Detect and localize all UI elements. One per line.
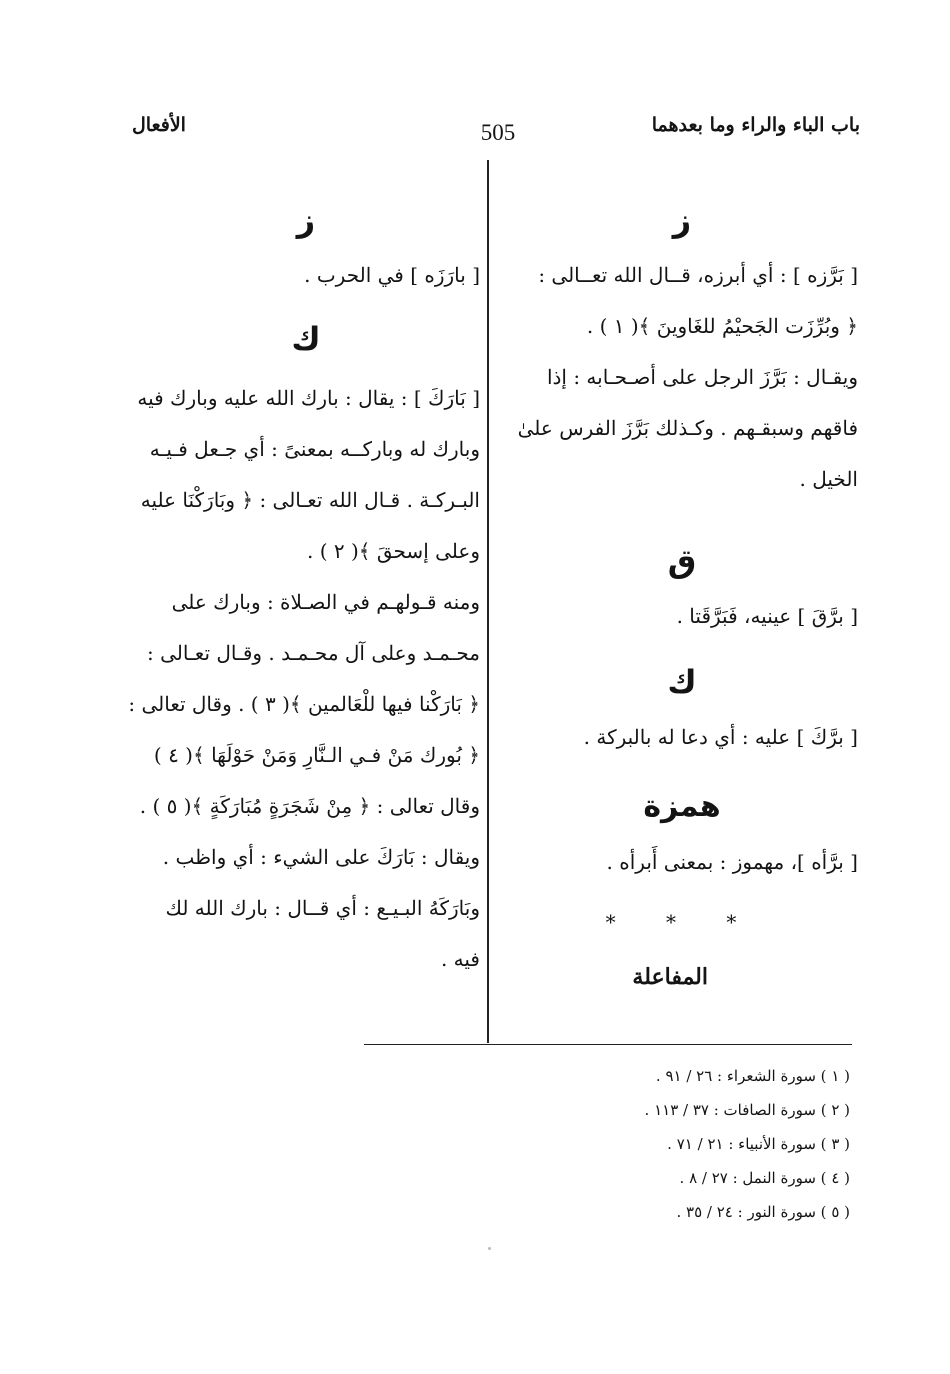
running-header-left: الأفعال [132, 114, 186, 136]
section-separator-stars: * * * [605, 910, 759, 934]
text-line: [ بَارَكَ ] : يقال : بارك الله عليه وبارك فيه [137, 386, 480, 410]
entry-barraka: [ برَّكَ ] عليه : أي دعا له بالبركة . [583, 725, 858, 749]
entry-barrazahu [506, 250, 858, 505]
text-line: وبارك له وباركــه بمعنىً : أي جـعل فـيـه [149, 437, 480, 461]
entry-baarazahu: [ بارَزَه ] في الحرب . [304, 263, 480, 287]
entry-barraqa: [ برَّقَ ] عينيه، فَبَرَّقَتا . [676, 604, 858, 628]
footnote-3: ( ٣ ) سورة الأنبياء : ٢١ / ٧١ . [667, 1135, 850, 1153]
section-hamza: همزة [643, 789, 721, 824]
footnote-rule [364, 1044, 852, 1045]
left-column [128, 190, 480, 985]
column-divider [487, 160, 489, 1043]
section-letter-z: ز [296, 201, 316, 239]
text-line: البـركـة . قـال الله تعـالى : ﴿ وبَارَكْنَا عليه [140, 488, 480, 512]
entry-baaraka [128, 373, 480, 985]
text-line: وبَارَكَهُ البـيـع : أي قــال : بارك الله لك [165, 896, 480, 920]
section-letter-z: ز [672, 201, 692, 239]
section-letter-q: ق [667, 542, 697, 580]
text-line: وعلى إسحقَ ﴾( ٢ ) . [306, 539, 480, 563]
text-line: ويقـال : بَرَّزَ الرجل على أصـحـابه : إذا [546, 365, 858, 389]
right-column [506, 190, 858, 1002]
entry-barraahu: [ برَّأه ]، مهموز : بمعنى أَبرأه . [606, 850, 858, 874]
text-line: ومنه قـولهـم في الصـلاة : وبارك على [171, 590, 480, 614]
text-line: فاقهم وسبقـهم . وكـذلك بَرَّزَ الفرس علىٰ [517, 416, 858, 440]
text-line: محـمـد وعلى آل محـمـد . وقـال تعـالى : [146, 641, 480, 665]
text-line: ﴿ وبُرِّزَت الجَحيْمُ للغَاوينَ ﴾( ١ ) . [586, 314, 858, 338]
footnote-1: ( ١ ) سورة الشعراء : ٢٦ / ٩١ . [655, 1067, 850, 1085]
page-number: 505 [480, 120, 516, 145]
running-header-right: باب الباء والراء وما بعدهما [651, 114, 860, 136]
scan-speck [488, 1247, 491, 1250]
text-line: فيه . [440, 947, 480, 971]
section-letter-k: ك [667, 663, 697, 701]
section-letter-k: ك [291, 320, 321, 358]
section-title-mufaala: المفاعلة [632, 964, 708, 990]
footnotes [370, 1059, 850, 1229]
text-line: ﴿ بَارَكْنا فيها للْعَالمين ﴾( ٣ ) . وقال تعالى : [128, 692, 480, 716]
text-line: ﴿ بُورك مَنْ فـي الـنَّارِ وَمَنْ حَوْلَهَا ﴾( ٤ ) [153, 743, 480, 767]
footnote-5: ( ٥ ) سورة النور : ٢٤ / ٣٥ . [676, 1203, 850, 1221]
text-line: [ بَرَّزه ] : أي أبرزه، قــال الله تعــالى : [538, 263, 858, 287]
text-line: الخيل . [799, 467, 858, 491]
text-line: وقال تعالى : ﴿ مِنْ شَجَرَةٍ مُبَارَكَةٍ ﴾( ٥ ) . [139, 794, 480, 818]
footnote-4: ( ٤ ) سورة النمل : ٢٧ / ٨ . [679, 1169, 850, 1187]
text-line: ويقال : بَارَكَ على الشيء : أي واظب . [162, 845, 480, 869]
footnote-2: ( ٢ ) سورة الصافات : ٣٧ / ١١٣ . [644, 1101, 850, 1119]
